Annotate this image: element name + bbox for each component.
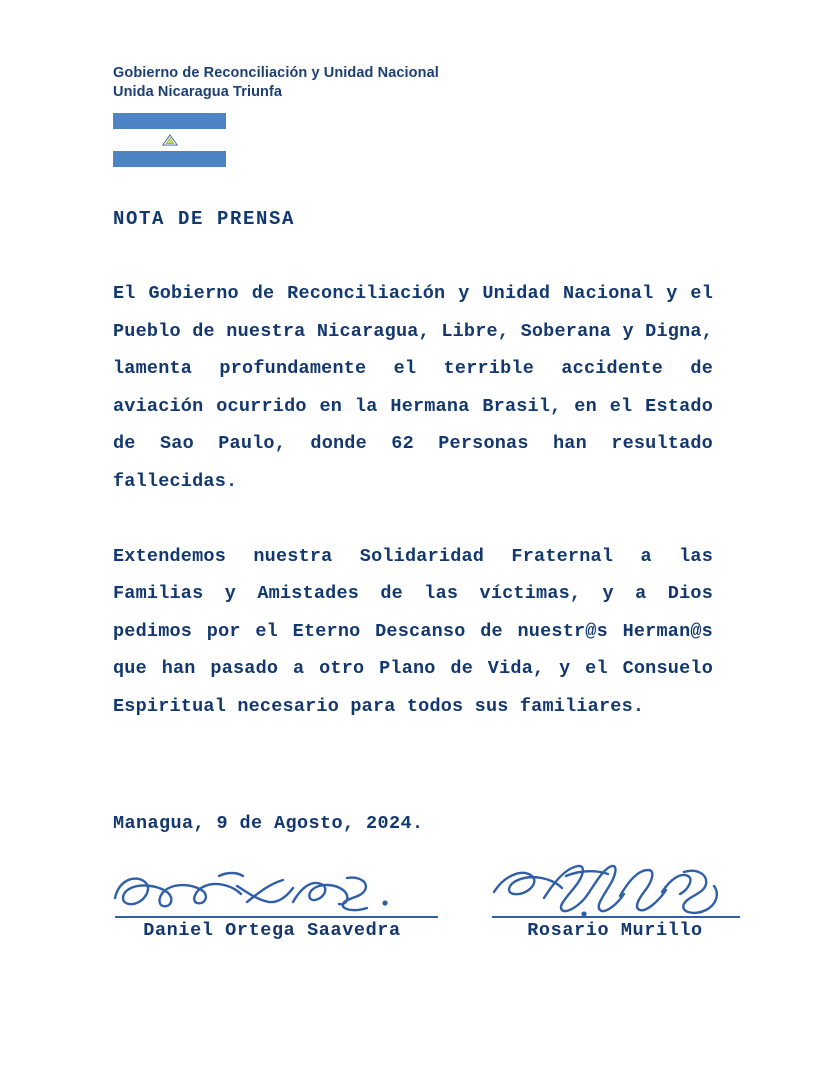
letterhead: [113, 64, 733, 102]
paragraph-2: Extendemos nuestra Solidaridad Fraternal a las Familias y Amistades de las víctimas, y a Dios pedimos por el Eterno Descanso de nuestr@s Herman@s que han pasado a otro Plano de Vida, y el Consuelo Espiritual necesario para todos sus familiares.: [113, 545, 713, 717]
signatory-name-ortega: Daniel Ortega Saavedra: [143, 920, 401, 941]
signature-block-murillo: [470, 858, 760, 958]
flag-stripe-bottom: [113, 151, 226, 167]
letterhead-line-1: Gobierno de Reconciliación y Unidad Nacional: [113, 65, 439, 81]
daniel-ortega-signature-icon: [97, 858, 447, 920]
signature-rule-murillo: [492, 916, 740, 918]
dateline: Managua, 9 de Agosto, 2024.: [113, 813, 424, 834]
flag-triangle-emblem: [161, 134, 179, 147]
page-title: NOTA DE PRENSA: [113, 208, 296, 230]
flag-stripe-top: [113, 113, 226, 129]
letterhead-line-2: Unida Nicaragua Triunfa: [113, 84, 283, 100]
paragraph-1: El Gobierno de Reconciliación y Unidad Nacional y el Pueblo de nuestra Nicaragua, Libre, Soberana y Digna, lamenta profundamente el terrible accidente de aviación ocurrido en la Hermana Brasil, en el Estado de Sao Paulo, donde 62 Personas han resultado fallecidas.: [113, 283, 713, 492]
nicaragua-flag-icon: [113, 113, 226, 167]
signatory-name-murillo: Rosario Murillo: [527, 920, 703, 941]
signature-rule-ortega: [115, 916, 438, 918]
signature-block-ortega: [97, 858, 447, 958]
rosario-murillo-signature-icon: [470, 858, 760, 920]
document-body: [113, 208, 713, 726]
